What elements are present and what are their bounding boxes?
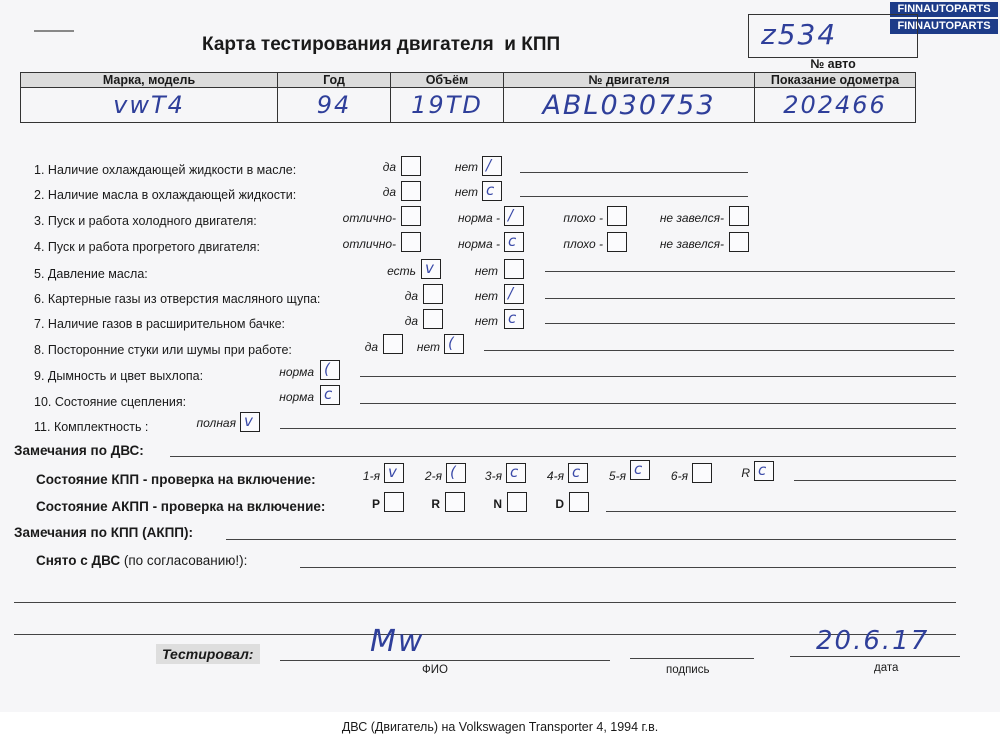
- removed-line-1: [300, 567, 956, 568]
- auto-p-label: P: [371, 497, 380, 511]
- q1-no-checkbox[interactable]: /: [482, 156, 502, 176]
- q3-not-started-checkbox[interactable]: [729, 206, 749, 226]
- auto-number-box: [748, 14, 918, 58]
- question-10: 10. Состояние сцепления:: [34, 395, 187, 409]
- q3-excellent-label: отлично-: [342, 211, 396, 225]
- q5-no-checkbox[interactable]: [504, 259, 524, 279]
- gear-1-label: 1-я: [362, 469, 380, 483]
- q1-no-label: нет: [454, 160, 478, 174]
- q8-yes-label: да: [364, 340, 378, 354]
- q9-norm-checkbox[interactable]: (: [320, 360, 340, 380]
- q11-full-checkbox[interactable]: v: [240, 412, 260, 432]
- col-volume: Объём: [391, 73, 504, 88]
- tester-signature-handwriting: Mw: [370, 624, 425, 659]
- tested-by-label-bg: [156, 644, 260, 664]
- manual-gearbox-note-line: [794, 480, 956, 481]
- col-make-model: Марка, модель: [21, 73, 278, 88]
- q2-no-checkbox[interactable]: c: [482, 181, 502, 201]
- date-label: дата: [874, 662, 899, 674]
- question-5: 5. Давление масла:: [34, 267, 148, 281]
- gear-2-label: 2-я: [424, 469, 442, 483]
- q9-norm-label: норма: [279, 365, 314, 379]
- q2-yes-label: да: [382, 185, 396, 199]
- gear-2-checkbox[interactable]: (: [446, 463, 466, 483]
- q9-note-line: [360, 376, 956, 377]
- q3-normal-label: норма -: [457, 211, 500, 225]
- removed-line-2: [14, 602, 956, 603]
- date-value: 20.6.17: [816, 626, 930, 656]
- engine-number-value: ABL030753: [542, 89, 716, 121]
- gear-3-checkbox[interactable]: c: [506, 463, 526, 483]
- fio-line: [280, 660, 610, 661]
- q4-normal-checkbox[interactable]: c: [504, 232, 524, 252]
- auto-p-checkbox[interactable]: [384, 492, 404, 512]
- gear-4-checkbox[interactable]: c: [568, 463, 588, 483]
- q2-no-label: нет: [454, 185, 478, 199]
- question-3: 3. Пуск и работа холодного двигателя:: [34, 214, 257, 228]
- q6-yes-checkbox[interactable]: [423, 284, 443, 304]
- gear-r-label: R: [741, 466, 750, 480]
- auto-r-label: R: [431, 497, 440, 511]
- gear-r-checkbox[interactable]: c: [754, 461, 774, 481]
- q3-bad-label: плохо -: [563, 211, 603, 225]
- gear-3-label: 3-я: [484, 469, 502, 483]
- q7-yes-label: да: [404, 314, 418, 328]
- auto-number-value: z534: [761, 18, 838, 51]
- auto-gearbox-note-line: [606, 511, 956, 512]
- gear-4-label: 4-я: [546, 469, 564, 483]
- q1-yes-checkbox[interactable]: [401, 156, 421, 176]
- gear-5-label: 5-я: [608, 469, 626, 483]
- question-9: 9. Дымность и цвет выхлопа:: [34, 369, 204, 383]
- q8-note-line: [484, 350, 954, 351]
- gear-6-label: 6-я: [670, 469, 688, 483]
- auto-r-checkbox[interactable]: [445, 492, 465, 512]
- corner-mark: [34, 30, 74, 32]
- gear-1-checkbox[interactable]: v: [384, 463, 404, 483]
- removed-line-3: [14, 634, 956, 635]
- auto-d-checkbox[interactable]: [569, 492, 589, 512]
- col-odometer: Показание одометра: [755, 73, 916, 88]
- date-line: [790, 656, 960, 657]
- gear-6-checkbox[interactable]: [692, 463, 712, 483]
- watermark-badge-1: FINNAUTOPARTS: [890, 2, 998, 17]
- auto-d-label: D: [555, 497, 564, 511]
- vehicle-header-table: [20, 72, 916, 123]
- q2-yes-checkbox[interactable]: [401, 181, 421, 201]
- q6-note-line: [545, 298, 955, 299]
- q4-excellent-checkbox[interactable]: [401, 232, 421, 252]
- col-year: Год: [278, 73, 391, 88]
- question-8: 8. Посторонние стуки или шумы при работе:: [34, 343, 292, 357]
- form-title: Карта тестирования двигателя и КПП: [202, 34, 561, 55]
- q3-excellent-checkbox[interactable]: [401, 206, 421, 226]
- q8-no-checkbox[interactable]: (: [444, 334, 464, 354]
- fio-label: ФИО: [422, 664, 448, 676]
- q3-bad-checkbox[interactable]: [607, 206, 627, 226]
- question-1: 1. Наличие охлаждающей жидкости в масле:: [34, 163, 297, 177]
- q4-excellent-label: отлично-: [342, 237, 396, 251]
- q1-yes-label: да: [382, 160, 396, 174]
- q10-note-line: [360, 403, 956, 404]
- auto-n-label: N: [493, 497, 502, 511]
- auto-gearbox-label: Состояние АКПП - проверка на включение:: [36, 499, 326, 514]
- question-6: 6. Картерные газы из отверстия масляного щупа:: [34, 292, 321, 306]
- q1-note-line: [520, 172, 748, 173]
- q7-no-label: нет: [474, 314, 498, 328]
- volume-value: 19TD: [411, 90, 483, 119]
- col-engine-number: № двигателя: [504, 73, 755, 88]
- q4-bad-label: плохо -: [563, 237, 603, 251]
- q5-note-line: [545, 271, 955, 272]
- q2-note-line: [520, 196, 748, 197]
- q4-not-started-checkbox[interactable]: [729, 232, 749, 252]
- question-11: 11. Комплектность :: [34, 420, 149, 434]
- removed-from-engine-label: Снято с ДВС (по согласованию!):: [36, 553, 248, 568]
- q11-full-label: полная: [196, 416, 236, 430]
- question-7: 7. Наличие газов в расширительном бачке:: [34, 317, 286, 331]
- q5-no-label: нет: [474, 264, 498, 278]
- q3-normal-checkbox[interactable]: /: [504, 206, 524, 226]
- q5-present-checkbox[interactable]: v: [421, 259, 441, 279]
- q6-no-checkbox[interactable]: /: [504, 284, 524, 304]
- q4-normal-label: норма -: [457, 237, 500, 251]
- remarks-engine-line: [170, 456, 956, 457]
- question-2: 2. Наличие масла в охлаждающей жидкости:: [34, 188, 297, 202]
- q10-norm-checkbox[interactable]: c: [320, 385, 340, 405]
- q8-yes-checkbox[interactable]: [383, 334, 403, 354]
- q4-not-started-label: не завелся-: [659, 237, 724, 251]
- q11-note-line: [280, 428, 956, 429]
- remarks-gearbox-line: [226, 539, 956, 540]
- question-4: 4. Пуск и работа прогретого двигателя:: [34, 240, 260, 254]
- image-caption: ДВС (Двигатель) на Volkswagen Transporter 4, 1994 г.в.: [341, 720, 659, 734]
- watermark-badge-2: FINNAUTOPARTS: [890, 19, 998, 34]
- q5-present-label: есть: [387, 264, 416, 278]
- q6-yes-label: да: [404, 289, 418, 303]
- q8-no-label: нет: [416, 340, 440, 354]
- q6-no-label: нет: [474, 289, 498, 303]
- odometer-value: 202466: [783, 90, 887, 119]
- year-value: 94: [316, 90, 352, 119]
- auto-number-label: № авто: [810, 57, 856, 71]
- q7-no-checkbox[interactable]: c: [504, 309, 524, 329]
- q7-note-line: [545, 323, 955, 324]
- q4-bad-checkbox[interactable]: [607, 232, 627, 252]
- signature-label: подпись: [666, 664, 710, 676]
- remarks-gearbox-heading: Замечания по КПП (АКПП):: [14, 525, 193, 540]
- tested-by-label: Тестировал:: [162, 646, 254, 662]
- gear-5-checkbox[interactable]: c: [630, 460, 650, 480]
- signature-line: [630, 658, 754, 659]
- q7-yes-checkbox[interactable]: [423, 309, 443, 329]
- q3-not-started-label: не завелся-: [659, 211, 724, 225]
- remarks-engine-heading: Замечания по ДВС:: [14, 443, 144, 458]
- manual-gearbox-label: Состояние КПП - проверка на включение:: [36, 472, 316, 487]
- q10-norm-label: норма: [279, 390, 314, 404]
- auto-n-checkbox[interactable]: [507, 492, 527, 512]
- make-model-value: vwT4: [113, 90, 185, 119]
